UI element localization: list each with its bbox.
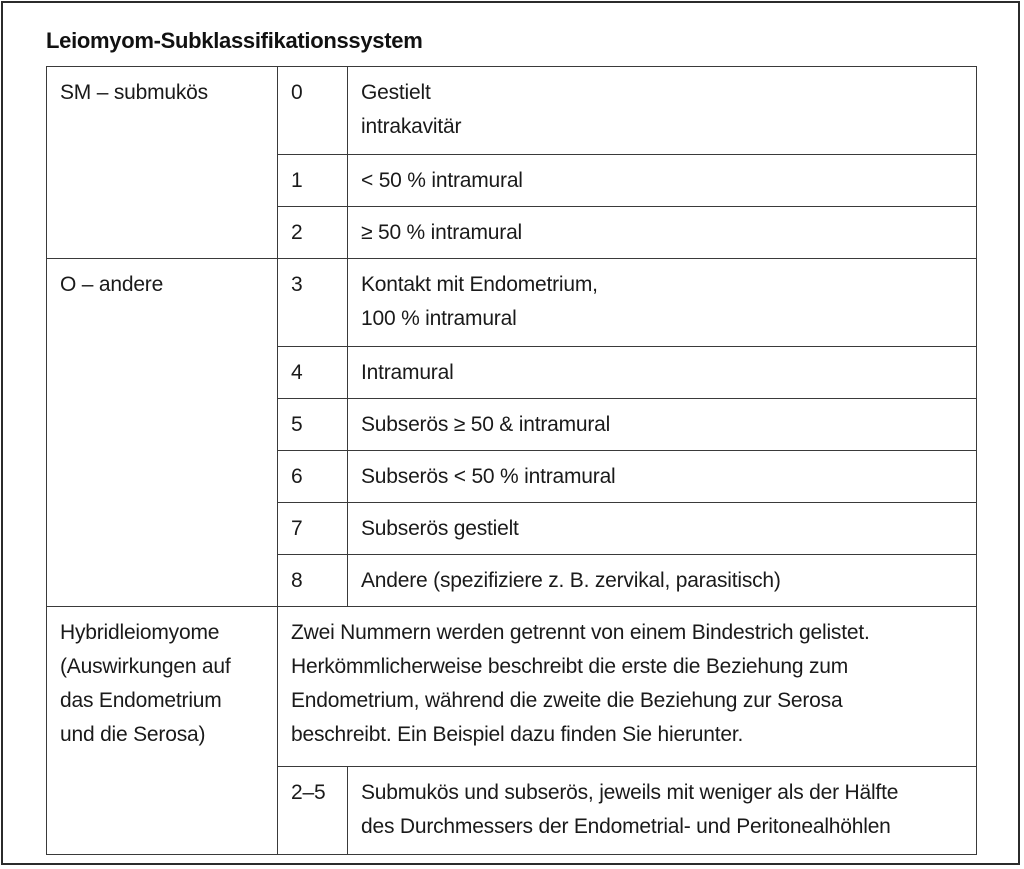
type-description: Submukös und subserös, jeweils mit weniger als der Hälfte des Durchmessers der Endometrial- und Peritonealhöhlen bbox=[348, 767, 977, 855]
type-description: ≥ 50 % intramural bbox=[348, 207, 977, 259]
group-cell-sm bbox=[47, 67, 278, 259]
type-number: 2–5 bbox=[278, 767, 348, 855]
type-number: 1 bbox=[278, 155, 348, 207]
classification-table bbox=[46, 66, 977, 855]
type-number: 6 bbox=[278, 451, 348, 503]
type-number: 3 bbox=[278, 259, 348, 347]
type-number: 8 bbox=[278, 555, 348, 607]
group-cell-hybrid: Hybridleiomyome (Auswirkungen auf das Endometrium und die Serosa) bbox=[47, 607, 278, 855]
type-number: 2 bbox=[278, 207, 348, 259]
table-row bbox=[47, 607, 977, 767]
group-label: SM – submukös bbox=[60, 81, 208, 104]
group-label: O – andere bbox=[60, 273, 164, 296]
type-description: Gestielt intrakavitär bbox=[348, 67, 977, 155]
type-number: 7 bbox=[278, 503, 348, 555]
table-title: Leiomyom-Subklassifikationssystem bbox=[46, 28, 423, 53]
type-description: Subserös ≥ 50 & intramural bbox=[348, 399, 977, 451]
type-description: Subserös gestielt bbox=[348, 503, 977, 555]
type-description: Andere (spezifiziere z. B. zervikal, parasitisch) bbox=[348, 555, 977, 607]
type-description: Intramural bbox=[348, 347, 977, 399]
type-number: 4 bbox=[278, 347, 348, 399]
type-number: 0 bbox=[278, 67, 348, 155]
type-description: < 50 % intramural bbox=[348, 155, 977, 207]
table-row bbox=[47, 67, 977, 155]
hybrid-note: Zwei Nummern werden getrennt von einem Bindestrich gelistet. Herkömmlicherweise beschreibt die erste die Beziehung zum Endometrium, während die zweite die Beziehung zur Serosa beschreibt. Ein Beispiel dazu finden Sie hierunter. bbox=[278, 607, 977, 767]
type-number: 5 bbox=[278, 399, 348, 451]
type-description: Kontakt mit Endometrium, 100 % intramural bbox=[348, 259, 977, 347]
group-cell-o bbox=[47, 259, 278, 607]
table-row bbox=[47, 259, 977, 347]
type-description: Subserös < 50 % intramural bbox=[348, 451, 977, 503]
